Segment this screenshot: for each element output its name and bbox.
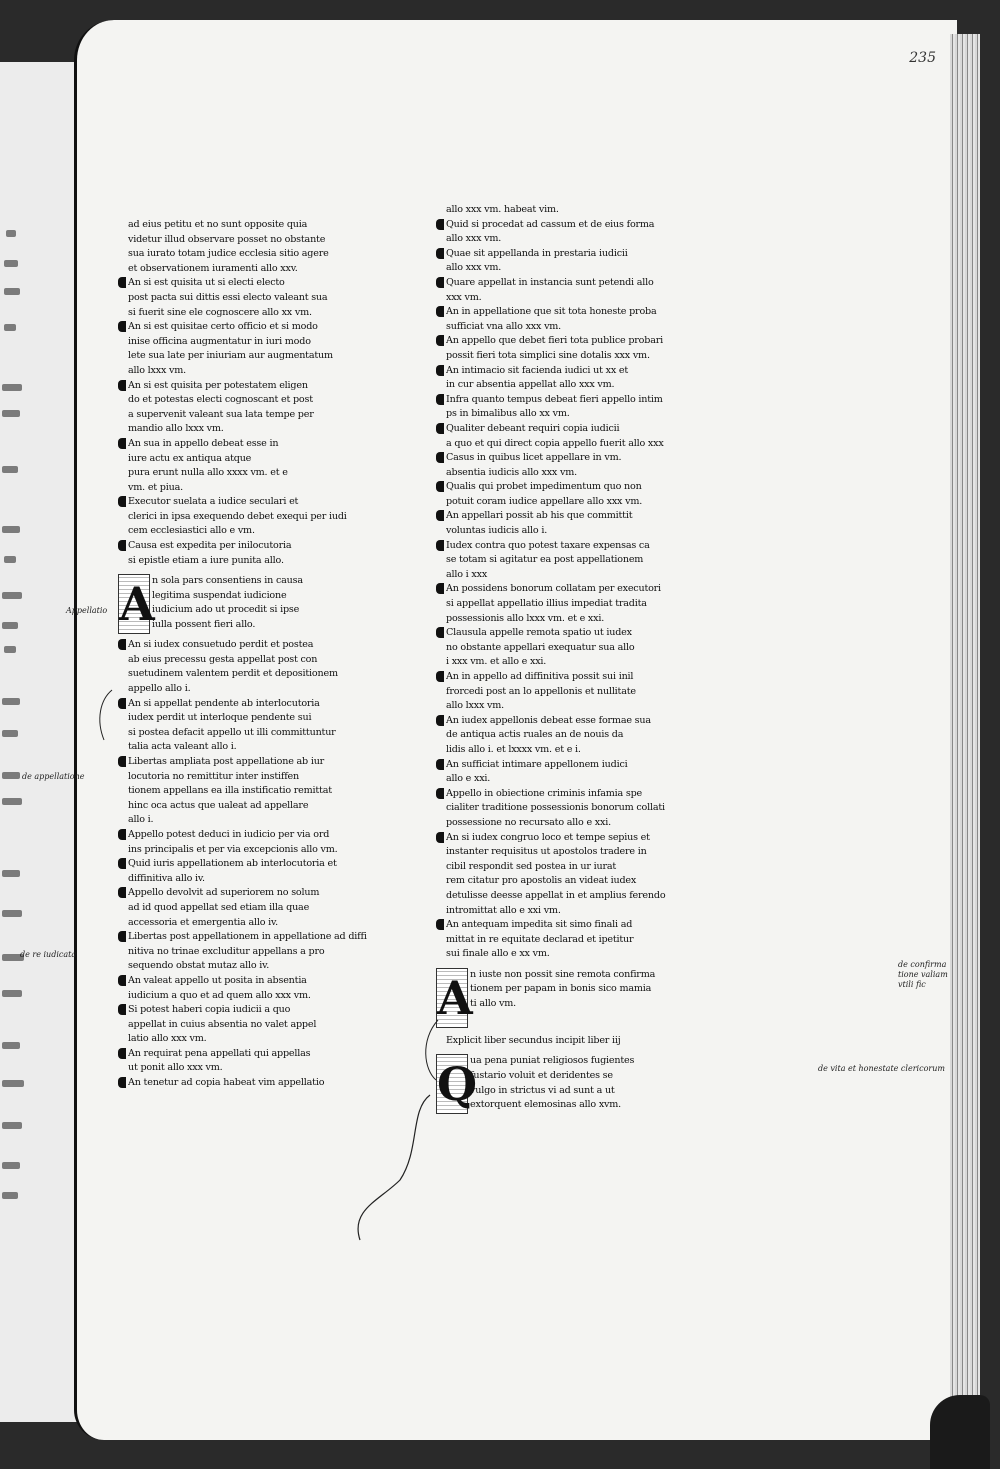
text-line: An si appellat pendente ab interlocutoria (128, 697, 320, 709)
text-line: voluntas iudicis allo i. (446, 525, 548, 537)
paragraph-mark-icon (436, 759, 444, 770)
text-line: locutoria no remittitur inter instiffen (128, 770, 300, 782)
text-line: vulgo in strictus vi ad sunt a ut (470, 1084, 615, 1096)
text-line: mittat in re equitate declarad et ipetitur (446, 933, 634, 945)
paragraph-mark-icon (118, 698, 126, 709)
paragraph-mark-icon (118, 1048, 126, 1059)
text-entry (436, 203, 716, 218)
paragraph-mark-icon (436, 394, 444, 405)
text-entry (118, 539, 388, 568)
text-line: tionem per papam in bonis sico mamia (470, 983, 652, 995)
text-line: iudex perdit ut interloque pendente sui (128, 712, 312, 724)
text-line: allo xxx vm. (446, 262, 502, 274)
text-entry (118, 828, 388, 857)
text-entry (436, 670, 716, 714)
text-line: sufficiat vna allo xxx vm. (446, 320, 562, 332)
text-entry (436, 218, 716, 247)
text-line: An appello que debet fieri tota publice probari (446, 335, 663, 347)
text-entry (118, 1047, 388, 1076)
text-line: inise officina augmentatur in iuri modo (128, 335, 311, 347)
text-line: no obstante appellari exequatur sua allo (446, 641, 635, 653)
text-line: An antequam impedita sit simo finali ad (446, 919, 633, 931)
text-line: iure actu ex antiqua atque (128, 452, 252, 464)
text-line: frorcedi post an lo appellonis et nullitate (446, 685, 636, 697)
paragraph-mark-icon (118, 277, 126, 288)
text-line: An sua in appello debeat esse in (128, 437, 279, 449)
text-line: si appellat appellatio illius impediat tradita (446, 598, 647, 610)
text-line: mandio allo lxxx vm. (128, 423, 224, 435)
text-entry (118, 437, 388, 495)
paragraph-mark-icon (118, 975, 126, 986)
paragraph-mark-icon (436, 540, 444, 551)
text-entry (436, 480, 716, 509)
text-line: ad id quod appellat sed etiam illa quae (128, 901, 310, 913)
text-line: tionem appellans ea illa instificatio remittat (128, 785, 332, 797)
text-line: lidis allo i. et lxxxx vm. et e i. (446, 743, 581, 755)
text-line: si postea defacit appello ut illi committuntur (128, 726, 336, 738)
text-entry (436, 276, 716, 305)
text-entry (118, 755, 388, 828)
text-line: allo e xxi. (446, 773, 491, 785)
text-line: videtur illud observare posset no obstante (128, 233, 326, 245)
text-line: instanter requisitus ut apostolos tradere in (446, 846, 647, 858)
text-line: post pacta sui dittis essi electo valeant sua (128, 291, 328, 303)
text-line: An si est quisita ut si electi electo (128, 277, 285, 289)
text-line: ua pena puniat religiosos fugientes (470, 1055, 635, 1067)
paragraph-mark-icon (118, 887, 126, 898)
text-entry (436, 539, 716, 583)
text-line: Infra quanto tempus debeat fieri appello intim (446, 393, 663, 405)
initial-paragraph (118, 574, 388, 634)
text-line: An in appellatione que sit tota honeste proba (446, 306, 657, 318)
reader-thumb (930, 1395, 990, 1469)
text-line: An valeat appello ut posita in absentia (128, 974, 307, 986)
text-line: appello allo i. (128, 683, 191, 695)
text-line: accessoria et emergentia allo iv. (128, 916, 278, 928)
left-page-edge (0, 62, 80, 1422)
text-line: An si est quisitae certo officio et si modo (128, 321, 318, 333)
text-line: allo xxx vm. habeat vim. (446, 204, 559, 215)
text-line: ins principalis et per via excepcionis allo vm. (128, 843, 338, 855)
text-line: An possidens bonorum collatam per executori (446, 583, 661, 595)
text-column-a (118, 218, 388, 1091)
text-entry (118, 697, 388, 755)
text-line: se totam si agitatur ea post appellationem (446, 554, 644, 566)
margin-note: de vita et honestate clericorum (818, 1064, 945, 1073)
paragraph-mark-icon (436, 627, 444, 638)
text-entry (118, 930, 388, 974)
paragraph-mark-icon (436, 423, 444, 434)
text-line: cialiter traditione possessionis bonorum collati (446, 802, 665, 814)
text-line: n iuste non possit sine remota confirma (470, 968, 656, 980)
paragraph-mark-icon (118, 639, 126, 650)
paragraph-mark-icon (436, 277, 444, 288)
paragraph-mark-icon (436, 583, 444, 594)
paragraph-mark-icon (436, 832, 444, 843)
text-line: si epistle etiam a iure punita allo. (128, 554, 284, 566)
margin-note-right: de confirma tione valiam vtili fic (898, 960, 948, 989)
text-line: i xxx vm. et allo e xxi. (446, 656, 547, 668)
text-line: legitima suspendat iudicione (152, 589, 287, 601)
text-line: cem ecclesiastici allo e vm. (128, 525, 255, 537)
paragraph-mark-icon (436, 919, 444, 930)
text-line: clerici in ipsa exequendo debet exequi per iudi (128, 510, 347, 522)
text-line: iudicium ado ut procedit si ipse (152, 604, 300, 616)
text-line: extorquent elemosinas allo xvm. (470, 1099, 622, 1111)
text-line: potuit coram iudice appellare allo xxx vm. (446, 495, 643, 507)
text-line: suetudinem valentem perdit et depositionem (128, 668, 338, 680)
text-line: a supervenit valeant sua lata tempe per (128, 408, 314, 420)
text-line: Quid iuris appellationem ab interlocutoria et (128, 858, 337, 870)
text-line: a quo et qui direct copia appello fuerit allo xxx (446, 437, 664, 449)
text-line: allo i. (128, 814, 154, 826)
paragraph-mark-icon (118, 380, 126, 391)
text-line: rem citatur pro apostolis an videat iudex (446, 875, 637, 887)
folio-number: 235 (909, 50, 936, 66)
text-line: possit fieri tota simplici sine dotalis xxx vm. (446, 349, 650, 361)
paragraph-mark-icon (436, 335, 444, 346)
margin-note: de appellatione (22, 772, 85, 781)
text-line: Quae sit appellanda in prestaria iudicii (446, 247, 628, 259)
text-entry (436, 305, 716, 334)
text-line: cibil respondit sed postea in ur iurat (446, 860, 617, 872)
paragraph-mark-icon (436, 306, 444, 317)
text-column-b (436, 203, 716, 1118)
paragraph-mark-icon (118, 438, 126, 449)
text-entry (436, 247, 716, 276)
paragraph-mark-icon (118, 1004, 126, 1015)
text-line: Clausula appelle remota spatio ut iudex (446, 627, 632, 639)
text-line: Appello devolvit ad superiorem no solum (128, 887, 320, 899)
text-line: An sufficiat intimare appellonem iudici (446, 758, 628, 770)
text-line: hinc oca actus que ualeat ad appellare (128, 799, 309, 811)
initial-paragraph (436, 1054, 716, 1114)
text-line: allo xxx vm. (446, 233, 502, 245)
text-entry (436, 582, 716, 626)
text-entry (118, 276, 388, 320)
text-entry (436, 393, 716, 422)
text-line: Appello potest deduci in iudicio per via ord (128, 828, 330, 840)
text-line: Executor suelata a iudice seculari et (128, 496, 299, 508)
text-line: et observationem iuramenti allo xxv. (128, 262, 298, 274)
text-line: detulisse deesse appellat in et amplius ferendo (446, 889, 666, 901)
text-entry (436, 334, 716, 363)
text-line: An iudex appellonis debeat esse formae sua (446, 714, 651, 726)
text-line: Casus in quibus licet appellare in vm. (446, 452, 622, 464)
text-entry (118, 320, 388, 378)
page-edges (950, 34, 980, 1434)
paragraph-mark-icon (118, 321, 126, 332)
text-line: An si iudex congruo loco et tempe sepius et (446, 831, 650, 843)
text-line: Quid si procedat ad cassum et de eius forma (446, 218, 655, 230)
paragraph-mark-icon (436, 248, 444, 259)
paragraph-mark-icon (118, 1077, 126, 1088)
text-line: Iudex contra quo potest taxare expensas ca (446, 539, 650, 551)
paragraph-mark-icon (118, 858, 126, 869)
text-line: lete sua late per iniuriam aur augmentatum (128, 350, 333, 362)
text-line: n sola pars consentiens in causa (152, 575, 303, 587)
paragraph-mark-icon (118, 829, 126, 840)
text-line: Libertas ampliata post appellatione ab iur (128, 756, 325, 767)
text-entry (118, 1076, 388, 1091)
text-entry (118, 886, 388, 930)
text-entry (118, 495, 388, 539)
paragraph-mark-icon (118, 496, 126, 507)
text-entry (118, 857, 388, 886)
text-line: Libertas post appellationem in appellatione ad diffi (128, 931, 367, 943)
paragraph-mark-icon (118, 756, 126, 767)
text-line: do et potestas electi cognoscant et post (128, 394, 313, 406)
text-entry (436, 714, 716, 758)
text-line: An tenetur ad copia habeat vim appellatio (128, 1077, 325, 1089)
text-entry (436, 422, 716, 451)
initial-paragraph (436, 968, 716, 1028)
text-entry (118, 974, 388, 1003)
text-entry (118, 638, 388, 696)
text-line: de antiqua actis ruales an de nouis da (446, 729, 624, 741)
text-line: latio allo xxx vm. (128, 1033, 207, 1045)
text-line: intromittat allo e xxi vm. (446, 904, 561, 916)
text-line: An requirat pena appellati qui appellas (128, 1047, 311, 1059)
text-line: pura erunt nulla allo xxxx vm. et e (128, 467, 288, 479)
paragraph-mark-icon (436, 715, 444, 726)
text-line: absentia iudicis allo xxx vm. (446, 466, 577, 478)
text-entry (436, 451, 716, 480)
text-line: xxx vm. (446, 291, 482, 303)
text-entry (436, 758, 716, 787)
text-line: appellat in cuius absentia no valet appel (128, 1018, 317, 1030)
paragraph-mark-icon (436, 365, 444, 376)
text-line: fustario voluit et deridentes se (470, 1070, 613, 1082)
text-entry (436, 626, 716, 670)
decorated-initial: A (436, 968, 468, 1028)
text-entry (118, 1003, 388, 1047)
text-line: iulla possent fieri allo. (152, 619, 256, 631)
text-entry (436, 831, 716, 919)
text-line: iudicium a quo et ad quem allo xxx vm. (128, 989, 311, 1001)
text-line: An appellari possit ab his que committit (446, 510, 633, 522)
paragraph-mark-icon (436, 481, 444, 492)
explicit-line: Explicit liber secundus incipit liber iij (446, 1034, 621, 1046)
text-line: Si potest haberi copia iudicii a quo (128, 1004, 291, 1016)
paragraph-mark-icon (436, 788, 444, 799)
margin-note: de re iudicata (20, 950, 77, 959)
text-line: An si iudex consuetudo perdit et postea (128, 639, 314, 651)
text-line: talia acta valeant allo i. (128, 741, 237, 753)
text-line: si fuerit sine ele cognoscere allo xx vm. (128, 306, 312, 318)
text-line: ad eius petitu et no sunt opposite quia (128, 219, 308, 230)
text-line: An in appello ad diffinitiva possit sui inil (446, 671, 634, 682)
text-line: An intimacio sit facienda iudici ut xx et (446, 364, 629, 376)
text-line: allo lxxx vm. (446, 700, 504, 712)
text-line: sequendo obstat mutaz allo iv. (128, 960, 270, 972)
text-line: Qualiter debeant requiri copia iudicii (446, 422, 620, 434)
text-line: nitiva no trinae excluditur appellans a pro (128, 945, 325, 957)
text-entry (118, 218, 388, 276)
text-line: possessione no recursato allo e xxi. (446, 816, 611, 828)
text-line: in cur absentia appellat allo xxx vm. (446, 379, 615, 391)
text-line: allo lxxx vm. (128, 364, 186, 376)
text-line: An si est quisita per potestatem eligen (128, 379, 308, 391)
text-line: Quare appellat in instancia sunt petendi allo (446, 276, 654, 288)
text-entry (118, 379, 388, 437)
text-line: ut ponit allo xxx vm. (128, 1062, 223, 1074)
text-line: Qualis qui probet impedimentum quo non (446, 481, 642, 493)
paragraph-mark-icon (436, 510, 444, 521)
text-entry (436, 918, 716, 962)
text-line: Appello in obiectione criminis infamia spe (446, 787, 642, 799)
text-line: allo i xxx (446, 568, 488, 580)
text-entry (436, 787, 716, 831)
decorated-initial: A (118, 574, 150, 634)
text-line: sua iurato totam judice ecclesia sitio agere (128, 248, 329, 260)
text-line: ti allo vm. (470, 998, 517, 1010)
paragraph-mark-icon (436, 219, 444, 230)
text-line: Causa est expedita per inilocutoria (128, 540, 292, 552)
text-line: diffinitiva allo iv. (128, 872, 205, 884)
paragraph-mark-icon (436, 671, 444, 682)
paragraph-mark-icon (436, 452, 444, 463)
text-line: possessionis allo lxxx vm. et e xxi. (446, 612, 605, 624)
text-entry (436, 364, 716, 393)
text-line: sui finale allo e xx vm. (446, 948, 550, 960)
decorated-initial: Q (436, 1054, 468, 1114)
text-entry (436, 509, 716, 538)
margin-note: Appellatio (66, 606, 108, 615)
text-line: ab eius precessu gesta appellat post con (128, 653, 318, 665)
paragraph-mark-icon (118, 931, 126, 942)
paragraph-mark-icon (118, 540, 126, 551)
text-line: ps in bimalibus allo xx vm. (446, 408, 570, 420)
text-line: vm. et piua. (128, 481, 183, 493)
